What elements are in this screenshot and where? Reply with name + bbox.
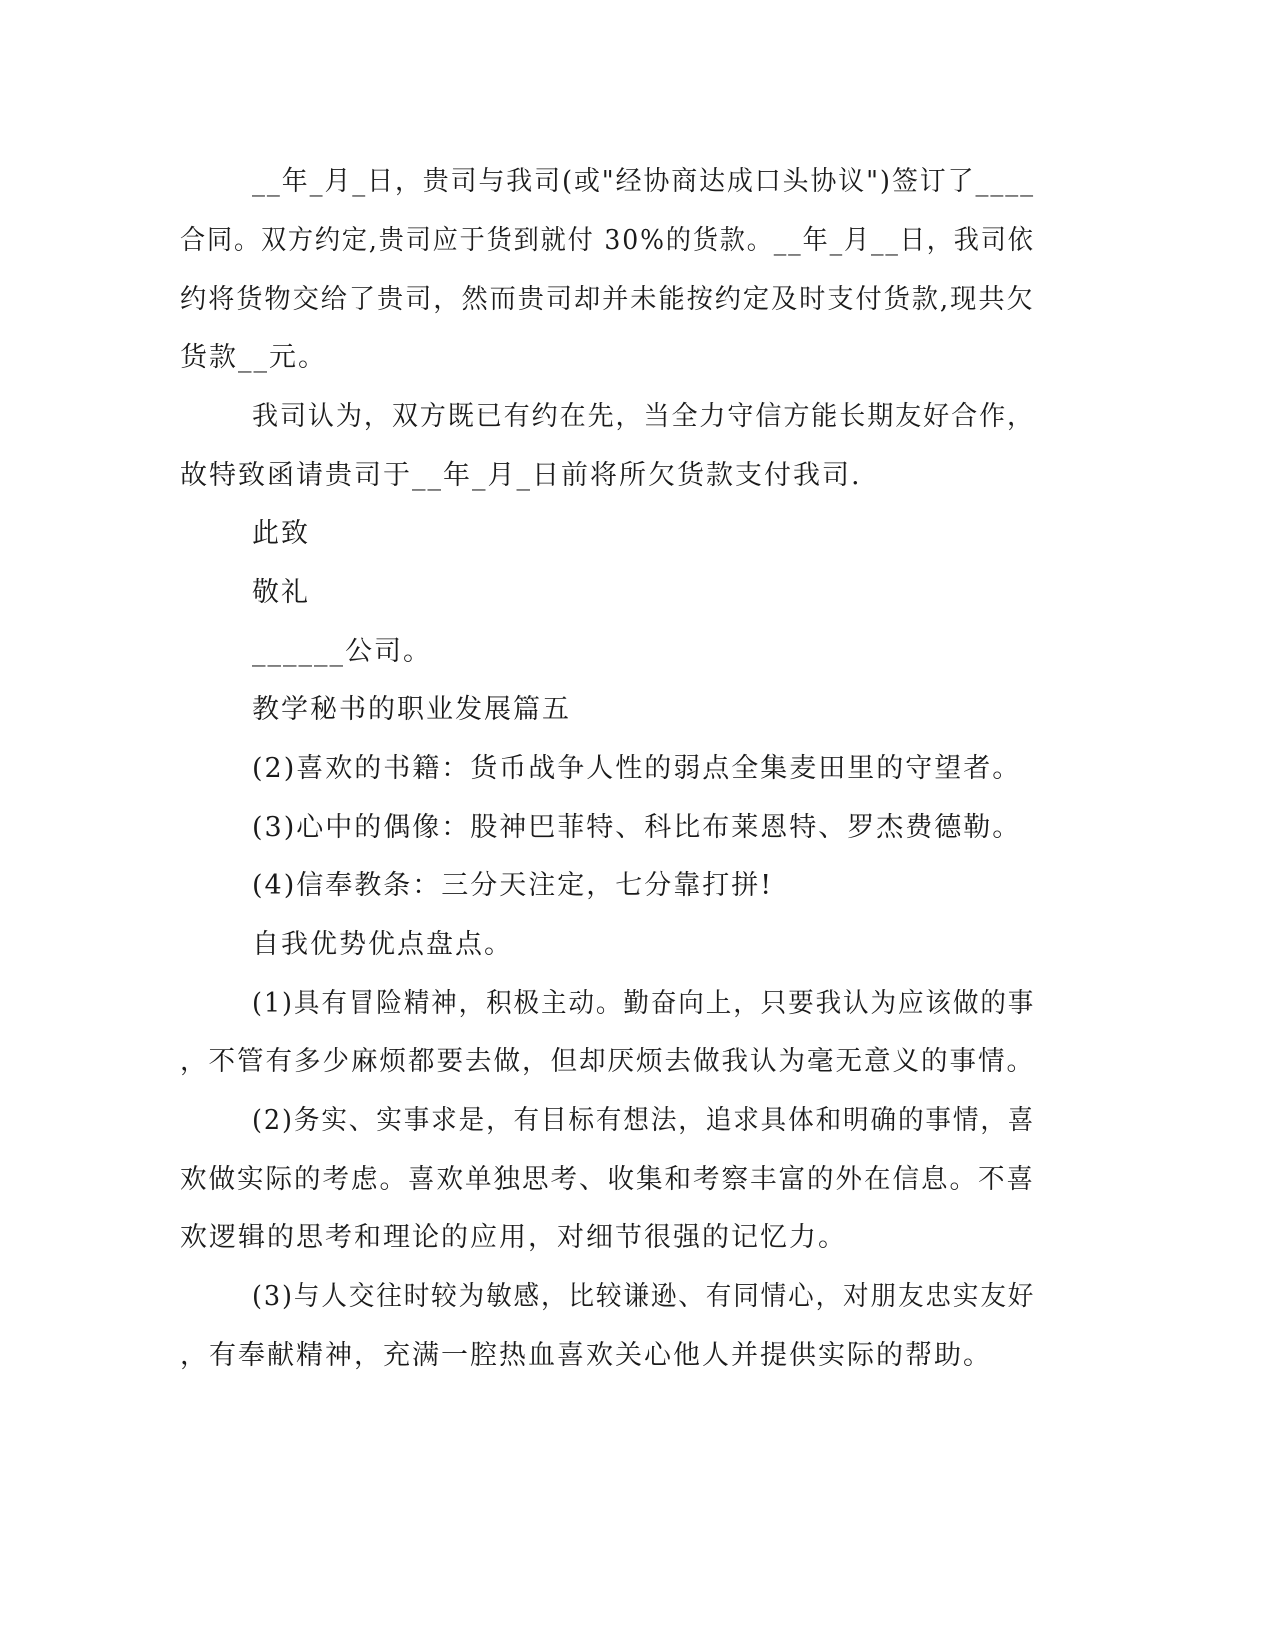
text-line-6: 故特致函请贵司于__年_月_日前将所欠货款支付我司.	[180, 460, 862, 491]
text-line-16: ，不管有多少麻烦都要去做，但却厌烦去做我认为毫无意义的事情。	[180, 1046, 1036, 1077]
text-line-13: (4)信奉教条：三分天注定，七分靠打拼!	[252, 870, 774, 901]
text-line-15: (1)具有冒险精神，积极主动。勤奋向上，只要我认为应该做的事	[252, 988, 1036, 1019]
text-line-11: (2)喜欢的书籍：货币战争人性的弱点全集麦田里的守望者。	[252, 753, 1022, 784]
text-line-5: 我司认为，双方既已有约在先，当全力守信方能长期友好合作，	[252, 401, 1036, 432]
text-line-17: (2)务实、实事求是，有目标有想法，追求具体和明确的事情，喜	[252, 1105, 1036, 1136]
text-line-4: 货款__元。	[180, 342, 327, 373]
text-line-3: 约将货物交给了贵司，然而贵司却并未能按约定及时支付货款,现共欠	[180, 284, 1035, 315]
text-line-19: 欢逻辑的思考和理论的应用，对细节很强的记忆力。	[180, 1222, 847, 1253]
text-line-12: (3)心中的偶像：股神巴菲特、科比布莱恩特、罗杰费德勒。	[252, 812, 1022, 843]
text-line-7: 此致	[252, 518, 310, 549]
text-line-18: 欢做实际的考虑。喜欢单独思考、收集和考察丰富的外在信息。不喜	[180, 1164, 1036, 1195]
text-line-14: 自我优势优点盘点。	[252, 929, 513, 960]
text-line-2: 合同。双方约定,贵司应于货到就付 30%的货款。__年_月__日，我司依	[180, 225, 1035, 256]
text-line-20: (3)与人交往时较为敏感，比较谦逊、有同情心，对朋友忠实友好	[252, 1281, 1036, 1312]
text-line-21: ，有奉献精神，充满一腔热血喜欢关心他人并提供实际的帮助。	[180, 1340, 992, 1371]
text-line-8: 敬礼	[252, 577, 310, 608]
text-line-1: __年_月_日，贵司与我司(或"经协商达成口头协议")签订了____	[252, 166, 1035, 197]
text-line-9: ______公司。	[252, 636, 432, 667]
section-heading: 教学秘书的职业发展篇五	[252, 694, 571, 725]
